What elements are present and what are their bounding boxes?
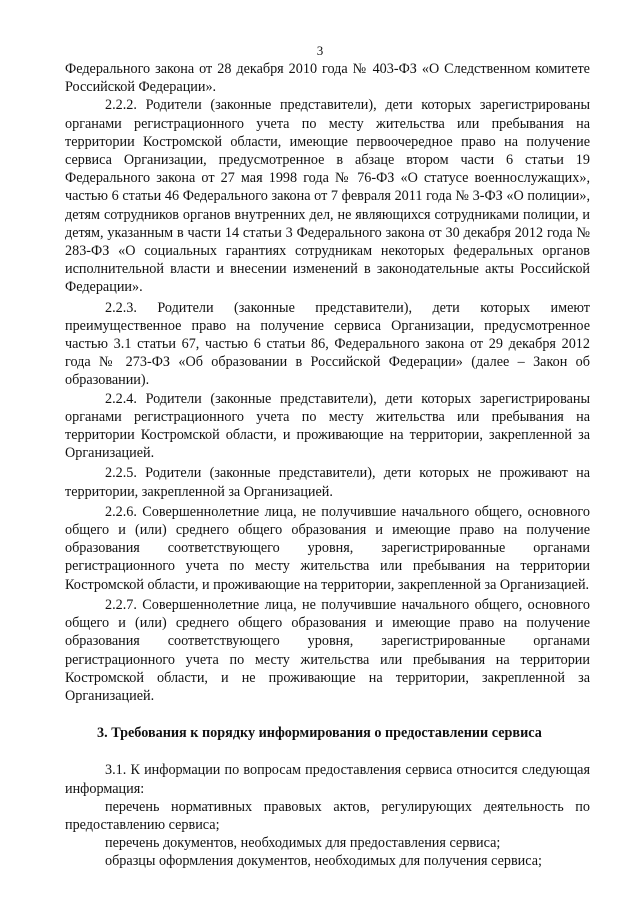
page-number: 3 — [316, 43, 324, 58]
list-item: перечень нормативных правовых актов, регулирующих деятельность по предоставлению сервиса; — [65, 798, 590, 833]
document-body — [65, 60, 590, 871]
list-item: образцы оформления документов, необходимых для получения сервиса; — [105, 853, 542, 870]
paragraph-2-2-7: 2.2.7. Совершеннолетние лица, не получившие начального общего, основного общего и (или) среднего общего образования и имеющие право на получение образования соответствующего уровня, зарегистрированные органами регистрационного учета по месту жительства или пребывания на территории Костромской области, и не проживающие на территории, закрепленной за Организацией. — [65, 596, 590, 704]
paragraph-2-2-3: 2.2.3. Родители (законные представители), дети которых имеют преимущественное право на получение сервиса Организации, предусмотренное частью 3.1 статьи 67, частью 6 статьи 86, Федерального закона от 29 декабря 2012 года № 273-ФЗ «Об образовании в Российской Федерации» (далее – Закон об образовании). — [65, 299, 590, 389]
paragraph-2-2-2: 2.2.2. Родители (законные представители), дети которых зарегистрированы органами регистрационного учета по месту жительства или пребывания на территории Костромской области, имеющие первоочередное право на получение сервиса Организации, предусмотренное в абзаце втором части 6 статьи 19 Федерального закона от 27 мая 1998 года № 76-ФЗ «О статусе военнослужащих», частью 6 статьи 46 Федерального закона от 7 февраля 2011 года № 3-ФЗ «О полиции», детям сотрудников органов внутренних дел, не являющихся сотрудниками полиции, и детям, указанным в части 14 статьи 3 Федерального закона от 30 декабря 2012 года № 283-ФЗ «О социальных гарантиях сотрудникам некоторых федеральных органов исполнительной власти и внесении изменений в законодательные акты Российской Федерации». — [65, 97, 590, 296]
paragraph-2-2-4: 2.2.4. Родители (законные представители), дети которых зарегистрированы органами регистрационного учета по месту жительства или пребывания на территории Костромской области, и проживающие на территории, закрепленной за Организацией. — [65, 390, 590, 462]
paragraph-2-2-5: 2.2.5. Родители (законные представители), дети которых не проживают на территории, закрепленной за Организацией. — [65, 465, 590, 500]
paragraph-continuation: Федерального закона от 28 декабря 2010 года № 403-ФЗ «О Следственном комитете Российской Федерации». — [65, 61, 590, 96]
paragraph-2-2-6: 2.2.6. Совершеннолетние лица, не получившие начального общего, основного общего и (или) среднего общего образования и имеющие право на получение образования соответствующего уровня, зарегистрированные органами регистрационного учета по месту жительства или пребывания на территории Костромской области, и проживающие на территории, закрепленной за Организацией. — [65, 503, 590, 593]
section-3-heading: 3. Требования к порядку информирования о предоставлении сервиса — [97, 725, 542, 742]
list-item: перечень документов, необходимых для предоставления сервиса; — [105, 835, 501, 852]
paragraph-3-1: 3.1. К информации по вопросам предоставления сервиса относится следующая информация: — [65, 762, 590, 797]
